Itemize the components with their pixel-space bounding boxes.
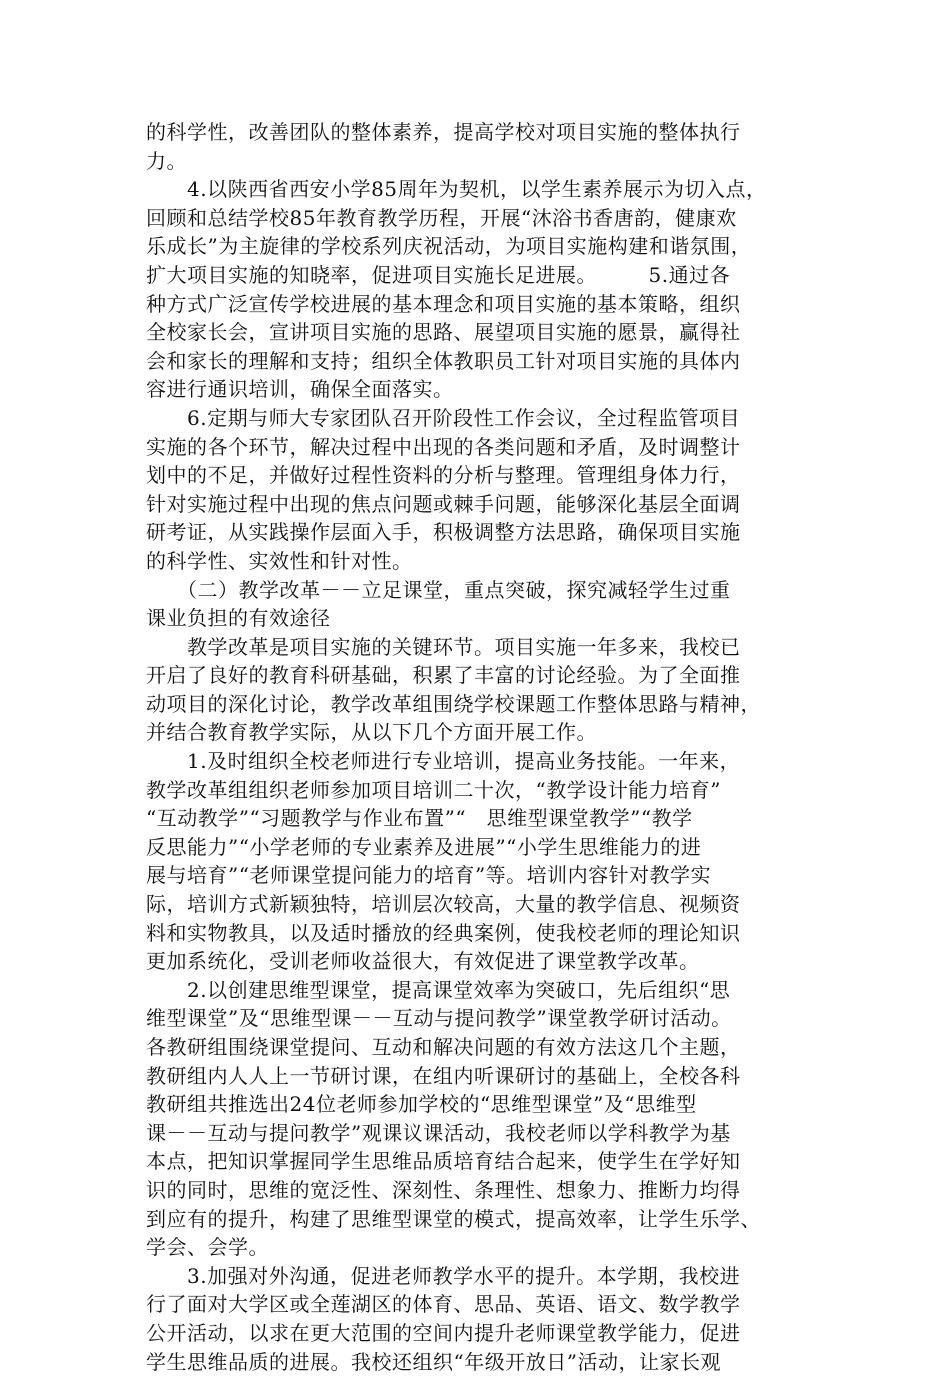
text-line: 划中的不足，并做好过程性资料的分析与整理。管理组身体力行， xyxy=(146,463,741,488)
text-line: 教研组内人人上一节研讨课，在组内听课研讨的基础上，全校各科 xyxy=(146,1063,741,1088)
text-line: 本点，把知识掌握同学生思维品质培育结合起来，使学生在学好知 xyxy=(146,1149,741,1174)
text-line: 研考证，从实践操作层面入手，积极调整方法思路，确保项目实施 xyxy=(146,520,741,545)
text-line: 3.加强对外沟通，促进老师教学水平的提升。本学期，我校进 xyxy=(146,1263,741,1288)
text-line: 教学改革组组织老师参加项目培训二十次，“教学设计能力培育” xyxy=(146,777,721,802)
text-line: 各教研组围绕课堂提问、互动和解决问题的有效方法这几个主题， xyxy=(146,1035,741,1059)
text-line: 种方式广泛宣传学校进展的基本理念和项目实施的基本策略，组织 xyxy=(146,291,741,316)
text-line: 反思能力”“小学老师的专业素养及进展”“小学生思维能力的进 xyxy=(146,834,702,859)
text-line: 6.定期与师大专家团队召开阶段性工作会议，全过程监管项目 xyxy=(146,405,741,430)
text-line: 的科学性，改善团队的整体素养，提高学校对项目实施的整体执行 xyxy=(146,120,741,144)
text-line: 公开活动，以求在更大范围的空间内提升老师课堂教学能力，促进 xyxy=(146,1320,741,1345)
text-line: 1.及时组织全校老师进行专业培训，提高业务技能。一年来， xyxy=(146,749,741,774)
text-line: （二）教学改革－－立足课堂，重点突破，探究减轻学生过重 xyxy=(146,577,731,602)
text-line: 容进行通识培训，确保全面落实。 xyxy=(146,377,454,402)
text-line: 力。 xyxy=(146,148,187,173)
text-line: 会和家长的理解和支持；组织全体教职员工针对项目实施的具体内 xyxy=(146,348,741,373)
text-line: 全校家长会，宣讲项目实施的思路、展望项目实施的愿景，赢得社 xyxy=(146,320,741,345)
text-line: 识的同时，思维的宽泛性、深刻性、条理性、想象力、推断力均得 xyxy=(146,1177,741,1202)
text-line: 课业负担的有效途径 xyxy=(146,606,331,631)
text-line: 动项目的深化讨论，教学改革组围绕学校课题工作整体思路与精神， xyxy=(146,691,761,716)
text-line: 4.以陕西省西安小学85周年为契机，以学生素养展示为切入点， xyxy=(146,177,767,202)
text-line: 维型课堂”及“思维型课－－互动与提问教学”课堂教学研讨活动。 xyxy=(146,1006,732,1031)
text-line: 2.以创建思维型课堂，提高课堂效率为突破口，先后组织“思 xyxy=(146,977,731,1002)
text-line: 料和实物教具，以及适时播放的经典案例，使我校老师的理论知识 xyxy=(146,920,741,945)
text-line: 学会、会学。 xyxy=(146,1235,269,1260)
text-line: 到应有的提升，构建了思维型课堂的模式，提高效率，让学生乐学、 xyxy=(146,1206,761,1231)
text-line: 并结合教育教学实际，从以下几个方面开展工作。 xyxy=(146,720,597,745)
text-line: “互动教学”“习题教学与作业布置”“ 思维型课堂教学”“教学 xyxy=(146,806,693,831)
text-line: 针对实施过程中出现的焦点问题或棘手问题，能够深化基层全面调 xyxy=(146,491,741,516)
text-line: 行了面对大学区或全莲湖区的体育、思品、英语、语文、数学教学 xyxy=(146,1292,741,1317)
text-line: 乐成长”为主旋律的学校系列庆祝活动，为项目实施构建和谐氛围， xyxy=(146,234,752,259)
text-line: 的科学性、实效性和针对性。 xyxy=(146,548,413,573)
text-line: 更加系统化，受训老师收益很大，有效促进了课堂教学改革。 xyxy=(146,949,700,974)
text-line: 回顾和总结学校85年教育教学历程，开展“沐浴书香唐韵，健康欢 xyxy=(146,205,737,230)
text-line: 开启了良好的教育科研基础，积累了丰富的讨论经验。为了全面推 xyxy=(146,663,741,688)
text-line: 际，培训方式新颖独特，培训层次较高，大量的教学信息、视频资 xyxy=(146,892,741,917)
text-line: 教学改革是项目实施的关键环节。项目实施一年多来，我校已 xyxy=(146,634,741,659)
text-line: 展与培育”“老师课堂提问能力的培育”等。培训内容针对教学实 xyxy=(146,863,712,888)
text-line: 课－－互动与提问教学”观课议课活动，我校老师以学科教学为基 xyxy=(146,1120,731,1145)
document-body xyxy=(146,118,816,1376)
text-line: 学生思维品质的进展。我校还组织“年级开放日”活动，让家长观 xyxy=(146,1349,721,1374)
text-line: 实施的各个环节，解决过程中出现的各类问题和矛盾，及时调整计 xyxy=(146,434,741,459)
text-line: 扩大项目实施的知晓率，促进项目实施长足进展。 5.通过各 xyxy=(146,262,731,287)
text-line: 教研组共推选出24位老师参加学校的“思维型课堂”及“思维型 xyxy=(146,1092,697,1117)
